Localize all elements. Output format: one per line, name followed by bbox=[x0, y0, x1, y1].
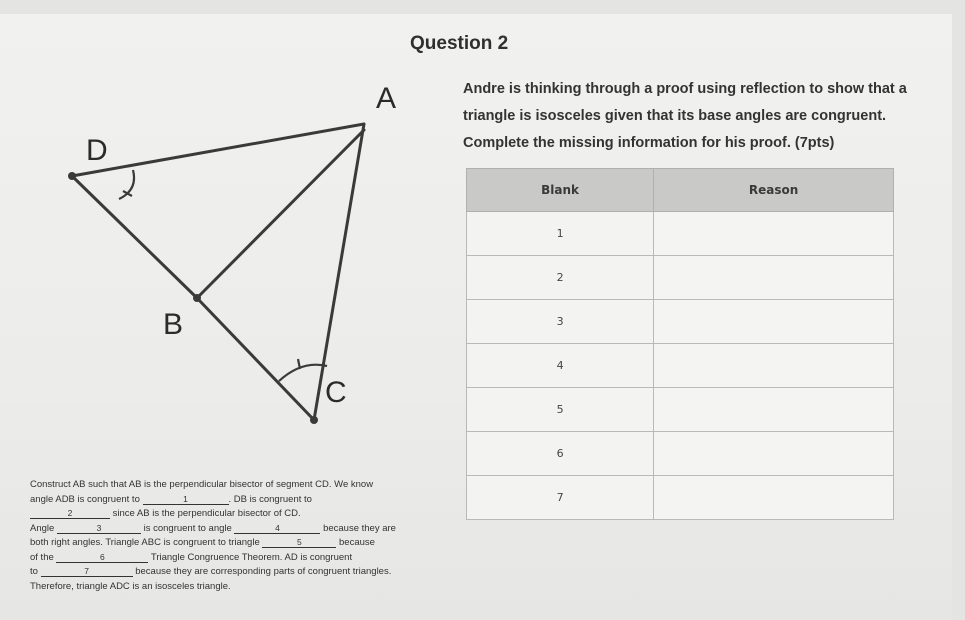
paragraph-text: angle ADB is congruent to bbox=[30, 493, 140, 505]
blank-cell: 3 bbox=[467, 300, 654, 344]
proof-table bbox=[466, 168, 894, 520]
paragraph-text: Therefore, triangle ADC is an isosceles triangle. bbox=[30, 580, 231, 592]
blank-cell: 4 bbox=[467, 344, 654, 388]
reason-cell[interactable] bbox=[654, 344, 894, 388]
paragraph-line bbox=[30, 565, 440, 580]
segment-BC bbox=[197, 298, 314, 420]
blank-2: 2 bbox=[30, 508, 110, 519]
reason-cell[interactable] bbox=[654, 432, 894, 476]
prompt-line: triangle is isosceles given that its base angles are congruent. bbox=[463, 108, 887, 124]
paragraph-line bbox=[30, 580, 440, 595]
proof-paragraph bbox=[30, 478, 440, 594]
blank-cell: 5 bbox=[467, 388, 654, 432]
paragraph-line bbox=[30, 522, 440, 537]
reason-cell[interactable] bbox=[654, 300, 894, 344]
point-C bbox=[310, 416, 318, 424]
table-row bbox=[467, 432, 894, 476]
paragraph-text: to bbox=[30, 566, 38, 577]
paragraph-line bbox=[30, 493, 440, 508]
prompt-line: Complete the missing information for his proof. (7pts) bbox=[463, 135, 835, 151]
blank-cell: 7 bbox=[467, 476, 654, 520]
paragraph-text: both right angles. Triangle ABC is congruent to triangle bbox=[30, 537, 260, 548]
paragraph-line bbox=[30, 478, 440, 493]
blank-7: 7 bbox=[41, 566, 133, 577]
blank-3: 3 bbox=[57, 523, 141, 534]
segment-DA bbox=[72, 124, 364, 176]
blank-cell: 6 bbox=[467, 432, 654, 476]
paragraph-text: Angle bbox=[30, 522, 55, 534]
paragraph-text: Construct AB such that AB is the perpendicular bisector of segment CD. We know bbox=[30, 479, 374, 490]
reason-cell[interactable] bbox=[654, 388, 894, 432]
table-row bbox=[467, 212, 894, 256]
label-C: C bbox=[325, 376, 347, 409]
blank-1: 1 bbox=[143, 494, 229, 505]
label-D: D bbox=[86, 134, 108, 167]
blank-cell: 2 bbox=[467, 256, 654, 300]
question-title: Question 2 bbox=[410, 33, 509, 54]
paragraph-text: . DB is congruent to bbox=[228, 493, 312, 505]
paragraph-text: Triangle Congruence Theorem. AD is congruent bbox=[150, 551, 353, 563]
blank-4: 4 bbox=[234, 523, 320, 534]
table-row bbox=[467, 476, 894, 520]
paragraph-text: because bbox=[339, 537, 375, 548]
paragraph-text: because they are bbox=[323, 522, 396, 534]
label-B: B bbox=[163, 308, 184, 341]
header-reason: Reason bbox=[654, 169, 894, 212]
segment-DB bbox=[72, 176, 197, 298]
point-B bbox=[193, 294, 201, 302]
table-row bbox=[467, 300, 894, 344]
blank-cell: 1 bbox=[467, 212, 654, 256]
paragraph-text: is congruent to angle bbox=[143, 522, 232, 534]
reason-cell[interactable] bbox=[654, 212, 894, 256]
header-blank: Blank bbox=[467, 169, 654, 212]
paragraph-line bbox=[30, 536, 440, 551]
table-header-row bbox=[467, 169, 894, 212]
blank-6: 6 bbox=[56, 552, 148, 563]
blank-5: 5 bbox=[262, 537, 336, 548]
table-row bbox=[467, 344, 894, 388]
point-D bbox=[68, 172, 76, 180]
reason-cell[interactable] bbox=[654, 256, 894, 300]
paragraph-line bbox=[30, 507, 440, 522]
label-A: A bbox=[376, 82, 397, 115]
paragraph-line bbox=[30, 551, 440, 566]
paragraph-text: of the bbox=[30, 551, 54, 563]
reason-cell[interactable] bbox=[654, 476, 894, 520]
table-row bbox=[467, 388, 894, 432]
paragraph-text: because they are corresponding parts of congruent triangles. bbox=[135, 566, 392, 577]
paragraph-text: since AB is the perpendicular bisector of CD. bbox=[112, 508, 301, 519]
prompt-line: Andre is thinking through a proof using reflection to show that a bbox=[463, 81, 907, 97]
table-row bbox=[467, 256, 894, 300]
